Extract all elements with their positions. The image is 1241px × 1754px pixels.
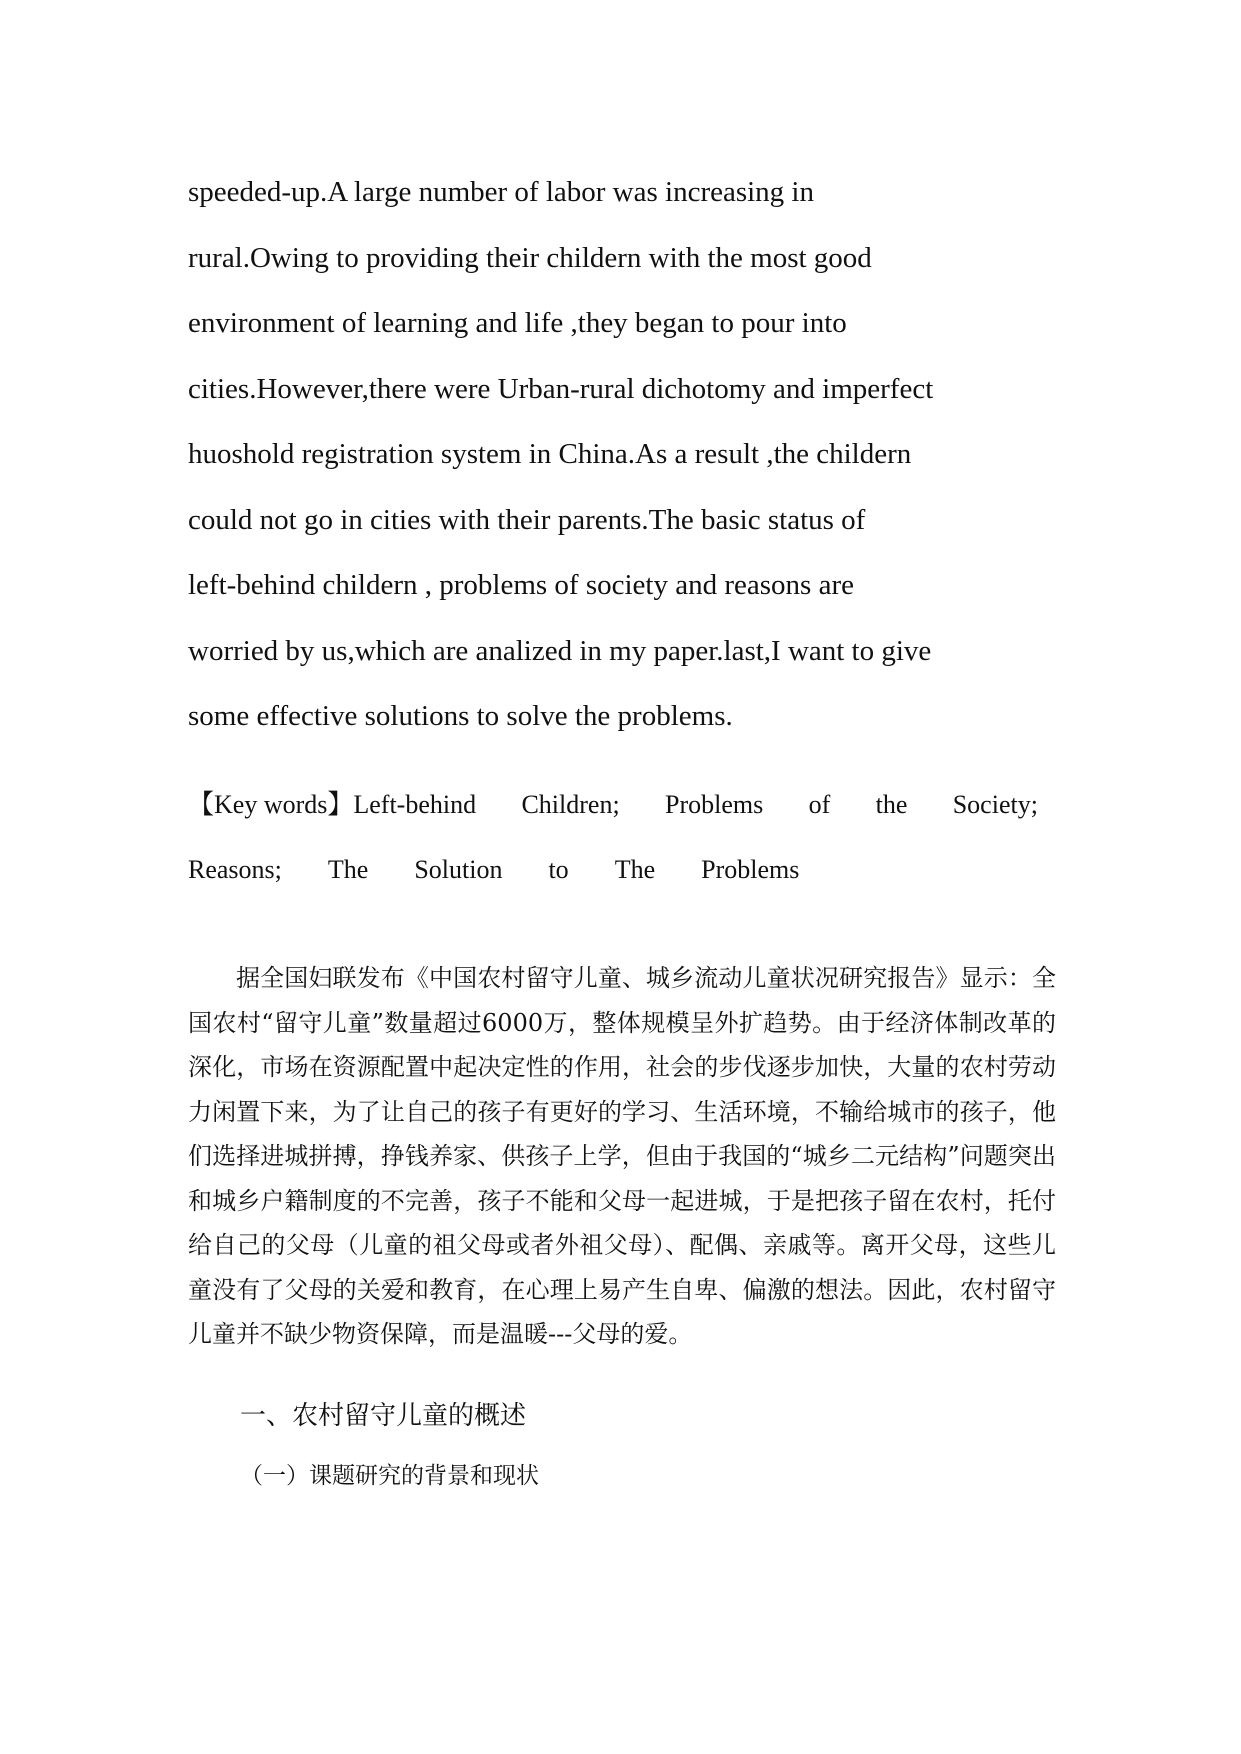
- keyword-term: The: [614, 855, 656, 884]
- keyword-term: Problems: [665, 790, 764, 819]
- keywords-block: [188, 772, 1038, 902]
- abstract-line: environment of learning and life ,they began to pour into: [188, 307, 847, 339]
- keyword-term: Left-behind: [353, 790, 477, 819]
- keywords-row: [188, 837, 1038, 902]
- abstract-line: left-behind childern , problems of society and reasons are: [188, 569, 854, 601]
- keyword-term: to: [548, 855, 569, 884]
- keywords-label: 【Key words】: [188, 790, 354, 819]
- abstract-line: some effective solutions to solve the problems.: [188, 700, 733, 732]
- abstract-line: rural.Owing to providing their childern with the most good: [188, 241, 872, 274]
- keyword-term: of: [808, 790, 831, 819]
- keywords-row: [188, 772, 1038, 837]
- abstract-line: huoshold registration system in China.As a result ,the childern: [188, 438, 912, 470]
- keyword-term: the: [875, 790, 908, 819]
- keyword-term: Problems: [701, 855, 800, 884]
- chinese-body-paragraph: 据全国妇联发布《中国农村留守儿童、城乡流动儿童状况研究报告》显示：全国农村“留守儿童”数量超过6000万，整体规模呈外扩趋势。由于经济体制改革的深化，市场在资源配置中起决定性的作用，社会的步伐逐步加快，大量的农村劳动力闲置下来，为了让自己的孩子有更好的学习、生活环境，不输给城市的孩子，他们选择进城拼搏，挣钱养家、供孩子上学，但由于我国的“城乡二元结构”问题突出和城乡户籍制度的不完善，孩子不能和父母一起进城，于是把孩子留在农村，托付给自己的父母（儿童的祖父母或者外祖父母）、配偶、亲戚等。离开父母，这些儿童没有了父母的关爱和教育，在心理上易产生自卑、偏激的想法。因此，农村留守儿童并不缺少物资保障，而是温暖---父母的爱。: [188, 964, 1056, 1348]
- keyword-term: Children;: [521, 790, 620, 819]
- keyword-term: The: [327, 855, 369, 884]
- section-heading: 一、农村留守儿童的概述: [240, 1401, 527, 1431]
- abstract-line: cities.However,there were Urban-rural dichotomy and imperfect: [188, 372, 934, 405]
- english-abstract: [188, 160, 1068, 750]
- keyword-term: Solution: [414, 855, 503, 884]
- abstract-line: worried by us,which are analized in my paper.last,I want to give: [188, 634, 932, 667]
- keyword-term: Society;: [952, 790, 1038, 819]
- section-subheading: （一）课题研究的背景和现状: [240, 1463, 539, 1489]
- abstract-line: could not go in cities with their parents.The basic status of: [188, 503, 866, 536]
- abstract-line: speeded-up.A large number of labor was increasing in: [188, 176, 814, 208]
- keyword-term: Reasons;: [188, 855, 282, 884]
- keywords-label-and-term: [188, 772, 476, 837]
